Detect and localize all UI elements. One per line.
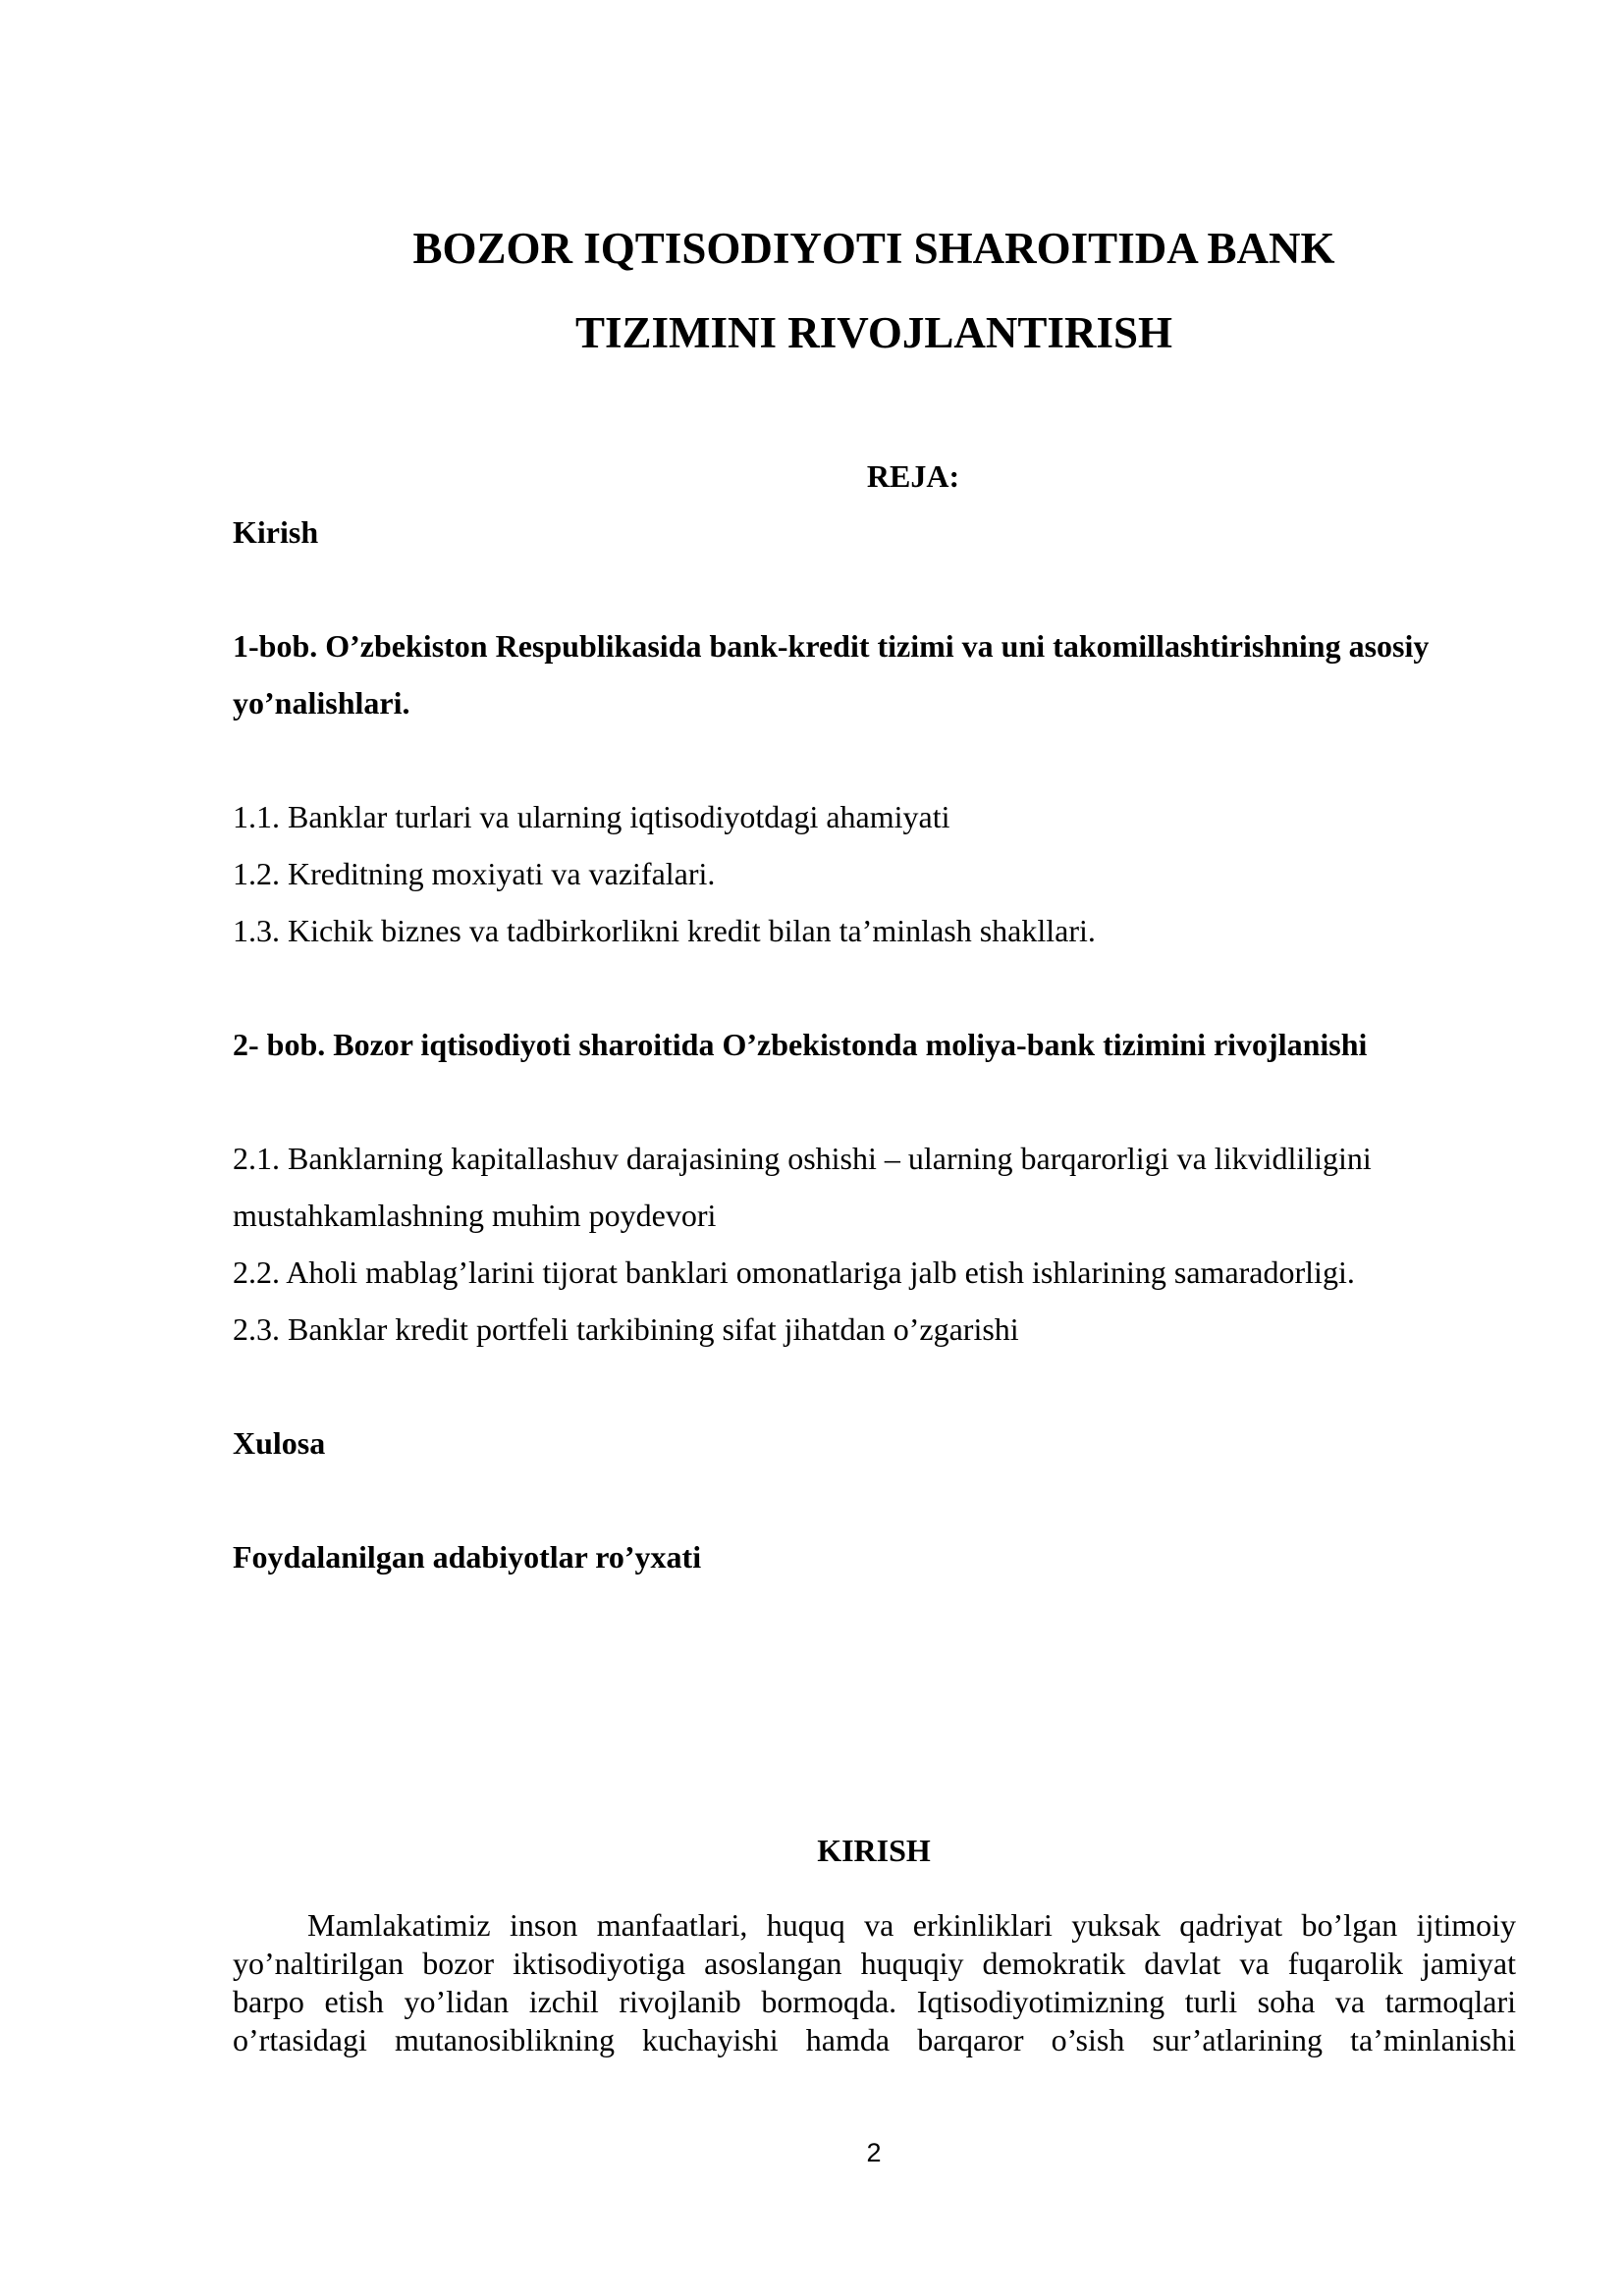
introduction-paragraph-line-1: Mamlakatimiz inson manfaatlari, huquq va erkinliklari yuksak qadriyat bo’lgan ijtimoiy — [307, 1907, 1516, 1943]
plan-heading: REJA: — [866, 458, 960, 494]
plan-item-references: Foydalanilgan adabiyotlar ro’yxati — [233, 1539, 702, 1575]
plan-item-introduction: Kirish — [233, 514, 319, 550]
plan-item-1-2: 1.2. Kreditning moxiyati va vazifalari. — [233, 856, 716, 891]
page-number: 2 — [866, 2138, 882, 2167]
plan-item-2-3: 2.3. Banklar kredit portfeli tarkibining sifat jihatdan o’zgarishi — [233, 1311, 1019, 1347]
chapter-1-title-line-1: 1-bob. O’zbekiston Respublikasida bank-kredit tizimi va uni takomillashtirishning asosiy — [233, 628, 1430, 664]
document-title-line-2: TIZIMINI RIVOJLANTIRISH — [575, 308, 1172, 357]
chapter-1-title-line-2: yo’nalishlari. — [233, 685, 410, 721]
plan-item-2-1-line-1: 2.1. Banklarning kapitallashuv darajasining oshishi – ularning barqarorligi va likvidliligini — [233, 1141, 1372, 1176]
document-title-line-1: BOZOR IQTISODIYOTI SHAROITIDA BANK — [412, 224, 1335, 273]
plan-item-1-1: 1.1. Banklar turlari va ularning iqtisodiyotdagi ahamiyati — [233, 799, 950, 834]
introduction-paragraph-line-4: o’rtasidagi mutanosiblikning kuchayishi hamda barqaror o’sish sur’atlarining ta’minlanishi — [233, 2022, 1516, 2057]
plan-item-1-3: 1.3. Kichik biznes va tadbirkorlikni kredit bilan ta’minlash shakllari. — [233, 913, 1096, 948]
plan-item-2-1-line-2: mustahkamlashning muhim poydevori — [233, 1198, 717, 1233]
chapter-2-title: 2- bob. Bozor iqtisodiyoti sharoitida O’zbekistonda moliya-bank tizimini rivojlanishi — [233, 1027, 1368, 1062]
introduction-heading: KIRISH — [817, 1833, 931, 1868]
plan-item-2-2: 2.2. Aholi mablag’larini tijorat banklari omonatlariga jalb etish ishlarining samaradorligi. — [233, 1255, 1355, 1290]
introduction-paragraph-line-2: yo’naltirilgan bozor iktisodiyotiga asoslangan huquqiy demokratik davlat va fuqarolik jamiyat — [233, 1946, 1516, 1981]
plan-item-conclusion: Xulosa — [233, 1425, 326, 1461]
introduction-paragraph-line-3: barpo etish yo’lidan izchil rivojlanib bormoqda. Iqtisodiyotimizning turli soha va tarmoqlari — [233, 1984, 1516, 2019]
